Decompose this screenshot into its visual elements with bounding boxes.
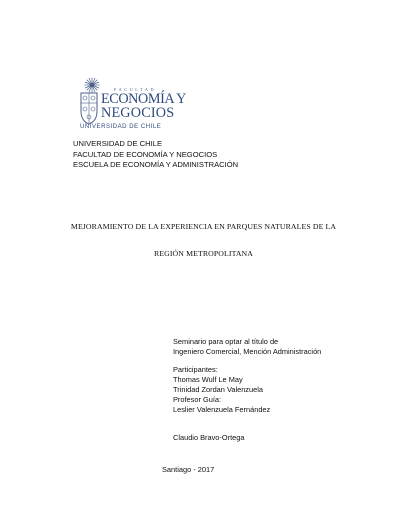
logo-universidad-text: UNIVERSIDAD DE CHILE [80,124,162,130]
participant-name: Trinidad Zordan Valenzuela [173,385,263,394]
logo-negocios-text: NEGOCIOS [101,105,175,121]
logo-economia-text: ECONOMÍA Y [101,91,186,107]
thesis-title-line-2: REGIÓN METROPOLITANA [153,249,254,258]
seminar-description [173,337,321,357]
school-name: ESCUELA DE ECONOMÍA Y ADMINISTRACIÓN [73,160,239,170]
participants-label: Participantes: [173,365,218,374]
participants-block [173,365,270,415]
place-date: Santiago - 2017 [162,465,215,474]
seminar-line-2: Ingeniero Comercial, Mención Administración [173,347,322,356]
seminar-line-1: Seminario para optar al título de [173,337,279,346]
university-name: UNIVERSIDAD DE CHILE [73,139,163,148]
guide-label: Profesor Guía: [173,395,222,404]
faculty-logo [78,77,186,133]
shield-icon [80,91,98,125]
faculty-name: FACULTAD DE ECONOMÍA Y NEGOCIOS [73,149,218,159]
thesis-title-line-1: MEJORAMIENTO DE LA EXPERIENCIA EN PARQUES NATURALES DE LA [70,222,337,231]
logo-facultad-text: FACULTAD [114,87,157,92]
institution-header [73,139,238,171]
guide-name: Leslier Valenzuela Fernández [173,405,271,414]
director-name: Claudio Bravo-Ortega [173,433,245,442]
participant-name: Thomas Wulf Le May [173,375,243,384]
